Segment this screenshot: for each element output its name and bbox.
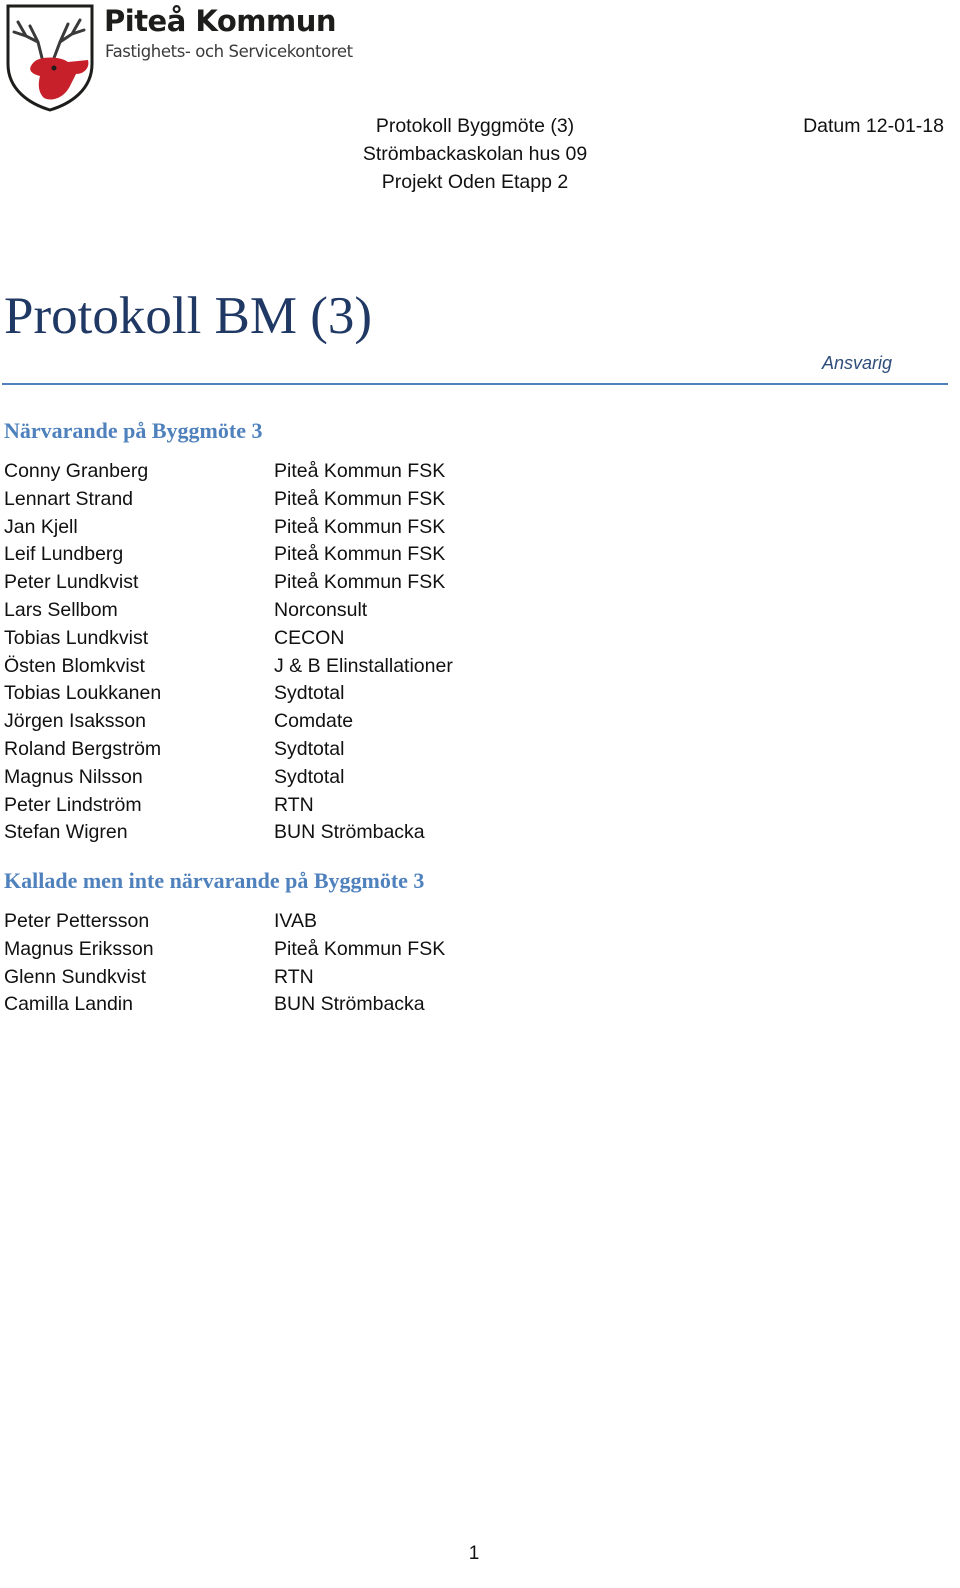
attendee-row bbox=[4, 964, 564, 992]
attendee-name: Tobias Loukkanen bbox=[4, 682, 162, 705]
attendee-name: Peter Lindström bbox=[4, 793, 142, 816]
present-heading: Närvarande på Byggmöte 3 bbox=[4, 418, 263, 443]
page-number: 1 bbox=[468, 1543, 480, 1564]
responsible-label: Ansvarig bbox=[821, 353, 892, 373]
attendee-row bbox=[4, 908, 564, 936]
attendee-name: Lars Sellbom bbox=[4, 598, 118, 621]
attendee-name: Conny Granberg bbox=[4, 460, 149, 482]
absent-list bbox=[4, 908, 564, 1019]
attendee-row bbox=[4, 708, 564, 736]
attendee-row bbox=[4, 486, 564, 514]
attendee-row bbox=[4, 936, 564, 964]
attendee-name: Roland Bergström bbox=[4, 737, 162, 760]
title-divider bbox=[2, 383, 948, 385]
attendee-name: Östen Blomkvist bbox=[4, 654, 145, 677]
logo bbox=[4, 2, 353, 114]
logo-subtitle: Fastighets- och Servicekontoret bbox=[105, 42, 353, 61]
header-date: Datum 12-01-18 bbox=[803, 115, 944, 137]
attendee-row bbox=[4, 625, 564, 653]
attendee-row bbox=[4, 792, 564, 820]
attendee-row bbox=[4, 680, 564, 708]
attendee-org: CECON bbox=[274, 626, 345, 649]
attendee-name: Peter Pettersson bbox=[4, 910, 150, 932]
attendee-name: Glenn Sundkvist bbox=[4, 965, 146, 988]
attendee-org: Piteå Kommun FSK bbox=[274, 543, 446, 566]
attendee-org: Sydtotal bbox=[274, 765, 345, 788]
attendee-row bbox=[4, 764, 564, 792]
document-title: Protokoll BM (3) bbox=[4, 287, 373, 345]
attendee-name: Peter Lundkvist bbox=[4, 571, 139, 594]
attendee-org: Sydtotal bbox=[274, 737, 345, 760]
attendee-name: Magnus Nilsson bbox=[4, 765, 143, 788]
attendee-name: Lennart Strand bbox=[4, 487, 134, 510]
attendee-org: Piteå Kommun FSK bbox=[274, 460, 446, 482]
attendee-org: Piteå Kommun FSK bbox=[274, 937, 446, 960]
attendee-org: Comdate bbox=[274, 710, 354, 733]
attendee-org: RTN bbox=[274, 965, 314, 988]
header-line-meeting: Protokoll Byggmöte (3) bbox=[375, 115, 575, 137]
attendee-org: Piteå Kommun FSK bbox=[274, 515, 446, 538]
logo-name: Piteå Kommun bbox=[104, 4, 337, 38]
attendee-org: IVAB bbox=[274, 910, 317, 932]
attendee-org: BUN Strömbacka bbox=[274, 821, 425, 844]
attendee-name: Tobias Lundkvist bbox=[4, 626, 149, 649]
header-block bbox=[340, 112, 610, 196]
attendee-name: Camilla Landin bbox=[4, 993, 133, 1016]
attendee-name: Magnus Eriksson bbox=[4, 937, 154, 960]
attendee-row bbox=[4, 819, 564, 847]
attendee-org: Norconsult bbox=[274, 598, 368, 621]
absent-heading: Kallade men inte närvarande på Byggmöte 3 bbox=[4, 868, 425, 893]
attendee-row bbox=[4, 514, 564, 542]
header-line-project: Projekt Oden Etapp 2 bbox=[381, 171, 569, 193]
present-list bbox=[4, 458, 564, 847]
attendee-name: Jörgen Isaksson bbox=[4, 710, 146, 733]
attendee-org: BUN Strömbacka bbox=[274, 993, 425, 1016]
attendee-row bbox=[4, 736, 564, 764]
attendee-org: Piteå Kommun FSK bbox=[274, 487, 446, 510]
attendee-org: Piteå Kommun FSK bbox=[274, 571, 446, 594]
attendee-org: RTN bbox=[274, 793, 314, 816]
attendee-name: Leif Lundberg bbox=[4, 543, 124, 566]
attendee-name: Jan Kjell bbox=[4, 515, 78, 538]
attendee-org: J & B Elinstallationer bbox=[274, 654, 453, 677]
attendee-row bbox=[4, 569, 564, 597]
reindeer-shield-icon bbox=[4, 2, 96, 112]
attendee-org: Sydtotal bbox=[274, 682, 345, 705]
header-line-building: Strömbackaskolan hus 09 bbox=[362, 143, 588, 165]
attendee-name: Stefan Wigren bbox=[4, 821, 128, 844]
attendee-row bbox=[4, 597, 564, 625]
attendee-row bbox=[4, 991, 564, 1019]
attendee-row bbox=[4, 458, 564, 486]
attendee-row bbox=[4, 653, 564, 681]
attendee-row bbox=[4, 541, 564, 569]
